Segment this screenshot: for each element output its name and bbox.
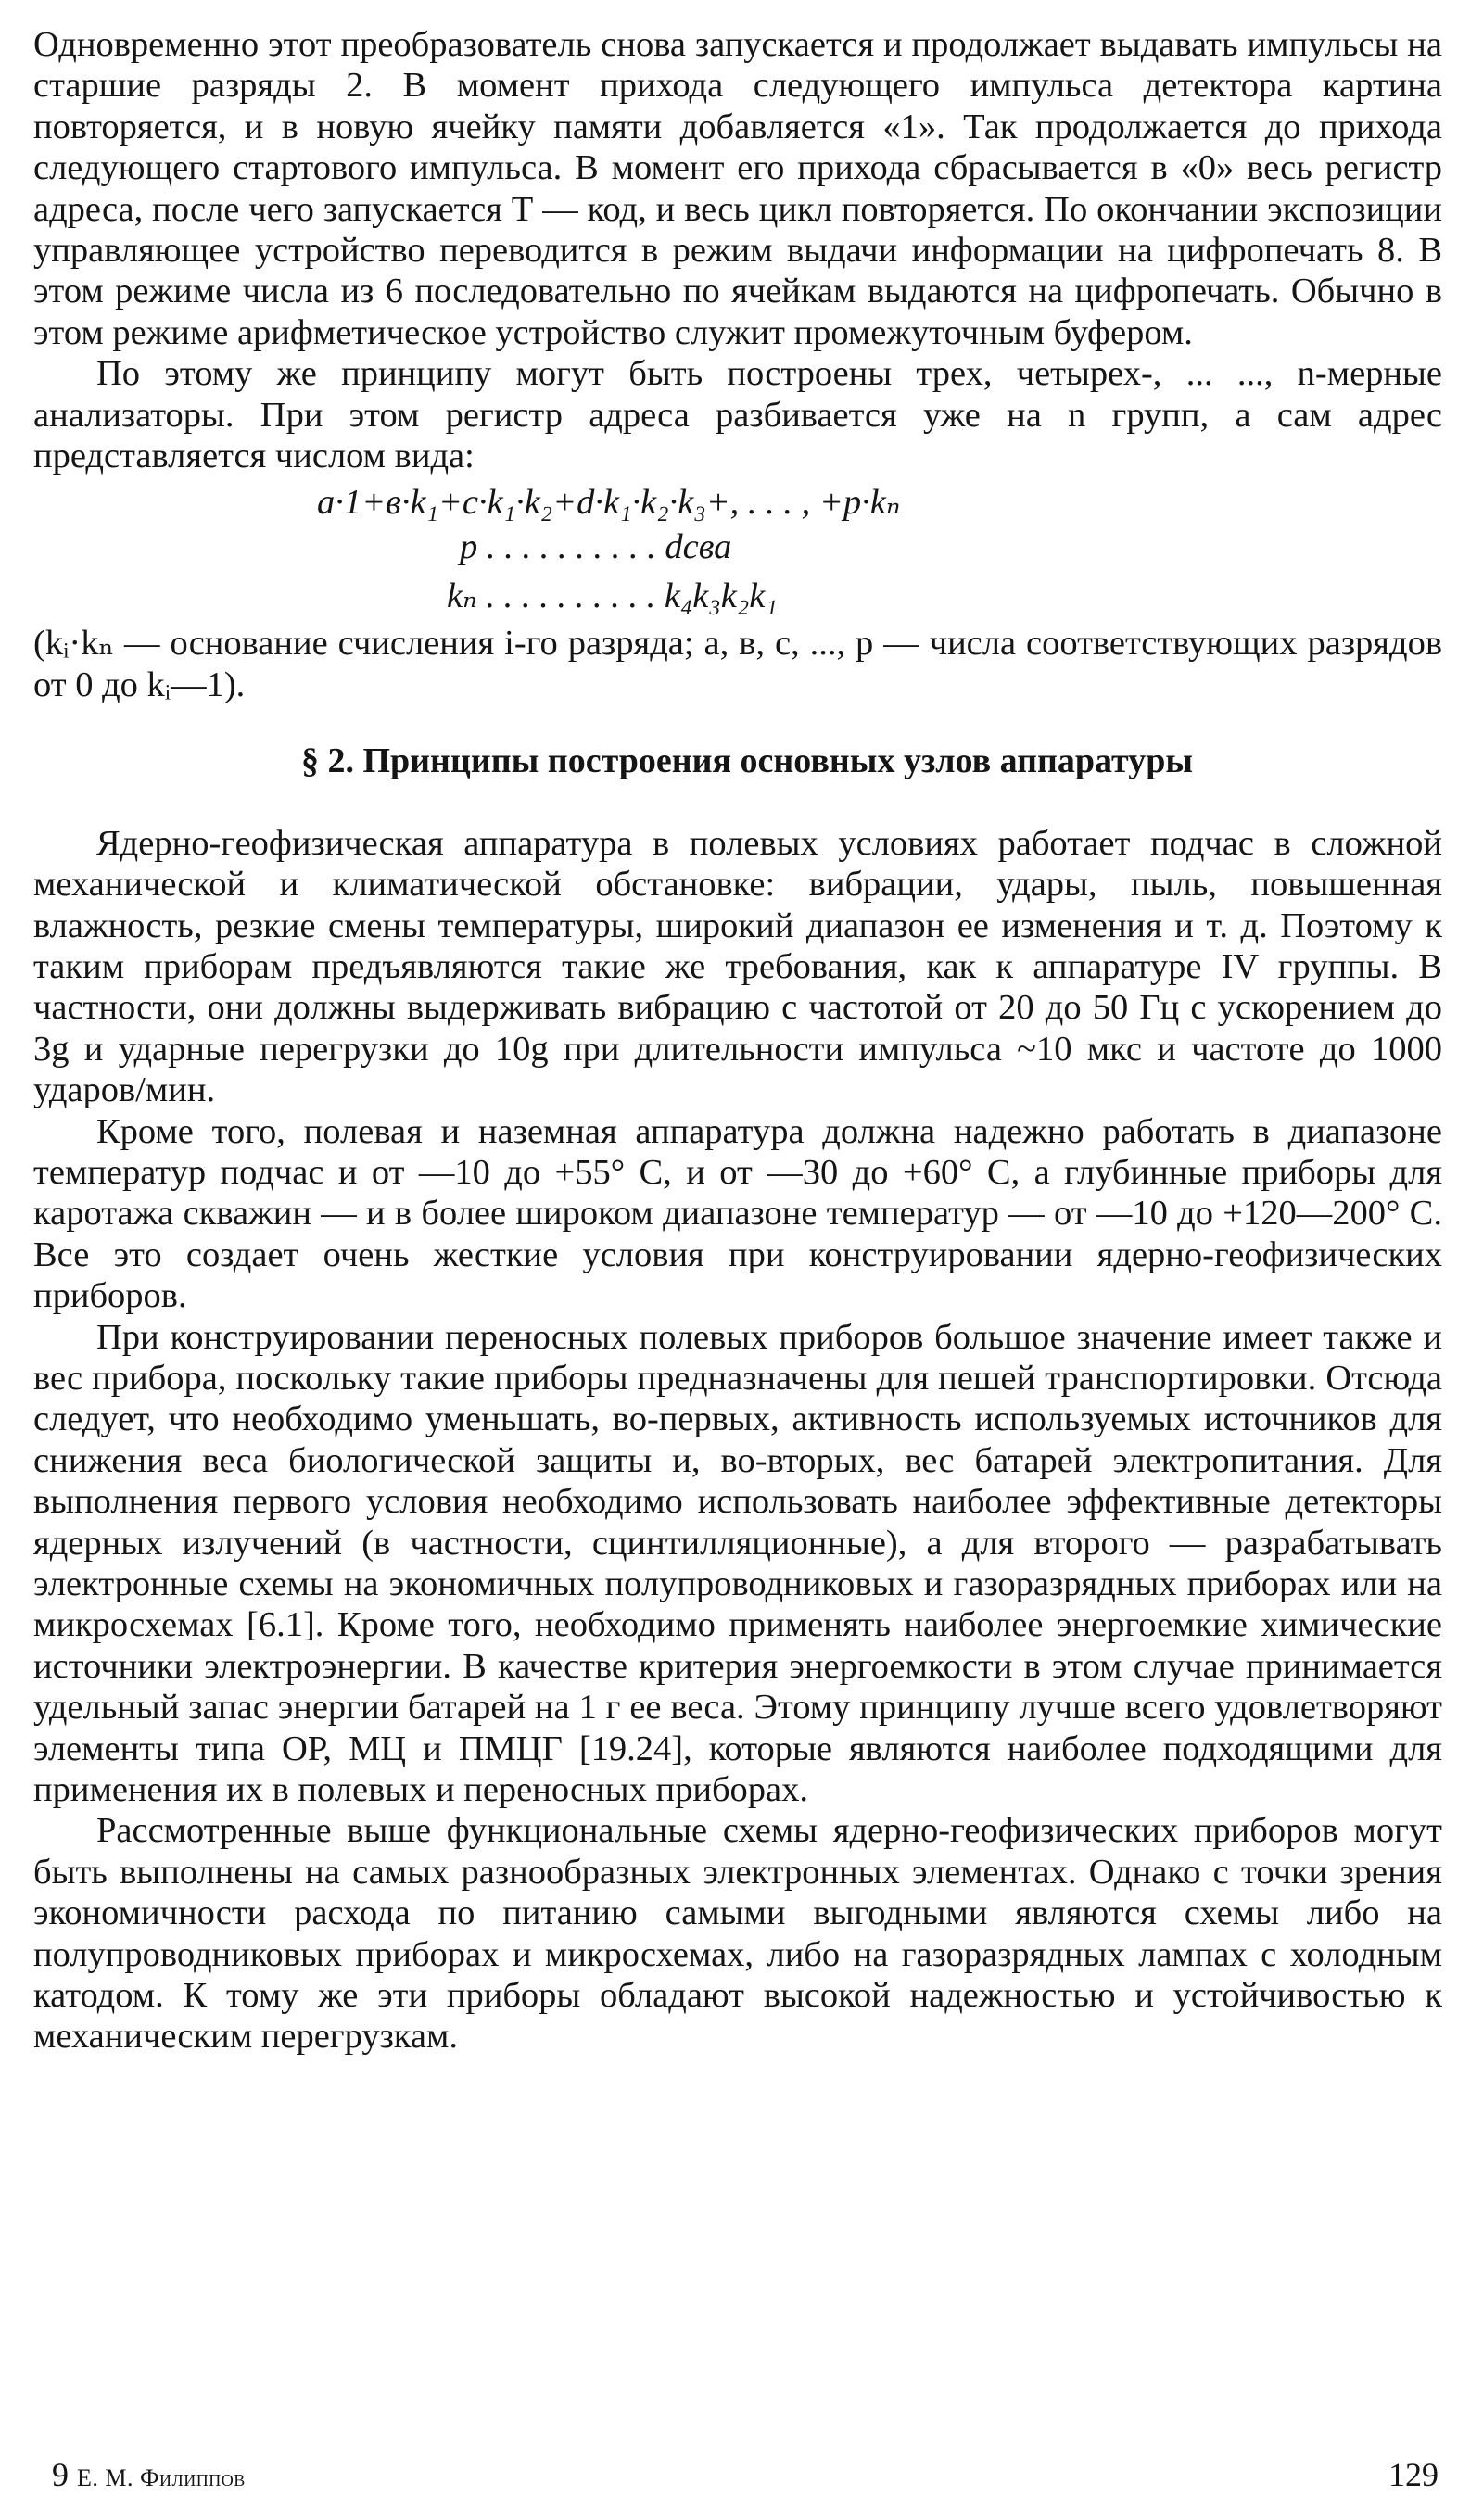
section-heading: § 2. Принципы построения основных узлов аппаратуры bbox=[300, 741, 1194, 781]
printer-signature bbox=[52, 2454, 246, 2499]
formula-row-3: kₙ . . . . . . . . . . k₄k₃k₂k₁ bbox=[447, 576, 778, 616]
paragraph-temperature-range: Кроме того, полевая и наземная аппаратура должна надежно работать в диапазоне температур подчас и от —10 до +55° С, и от —30 до +60° С, а глубинные приборы для каротажа скважин — и в более широком диапазоне температур — от —10 до +120—200° С. Все это создает очень жесткие условия при конструировании ядерно-геофизических приборов. bbox=[33, 1111, 1442, 1316]
paragraph-field-conditions: Ядерно-геофизическая аппаратура в полевых условиях работает подчас в сложной механической и климатической обстановке: вибрации, удары, пыль, повышенная влажность, резкие смены температуры, широкий диапазон ее изменения и т. д. Поэтому к таким приборам предъявляются такие же требования, как к аппаратуре IV группы. В частности, они должны выдерживать вибрацию с частотой от 20 до 50 Гц с ускорением до 3g и ударные перегрузки до 10g при длительности импульса ~10 мкс и частоте до 1000 ударов/мин. bbox=[33, 823, 1442, 1110]
page-number: 129 bbox=[1388, 2456, 1439, 2493]
book-page bbox=[33, 24, 1442, 2493]
paragraph-formula-legend: (kᵢ·kₙ — основание счисления i-го разряда; a, в, c, ..., p — числа соответствующих разрядов от 0 до kᵢ—1). bbox=[33, 624, 1442, 704]
paragraph-continuation: Одновременно этот преобразователь снова запускается и продолжает выдавать импульсы на старшие разряды 2. В момент прихода следующего импульса детектора картина повторяется, и в новую ячейку памяти добавляется «1». Так продолжается до прихода следующего стартового импульса. В момент его прихода сбрасывается в «0» весь регистр адреса, после чего запускается Т — код, и весь цикл повторяется. По окончании экспозиции управляющее устройство переводится в режим выдачи информации на цифропечать 8. В этом режиме числа из 6 последовательно по ячейкам выдаются на цифропечать. Обычно в этом режиме арифметическое устройство служит промежуточным буфером. bbox=[33, 25, 1442, 352]
paragraph-electronic-elements: Рассмотренные выше функциональные схемы ядерно-геофизических приборов могут быть выполнены на самых разнообразных электронных элементах. Однако с точки зрения экономичности расхода по питанию самыми выгодными являются схемы либо на полупроводниковых приборах и микросхемах, либо на газоразрядных лампах с холодным катодом. К тому же эти приборы обладают высокой надежностью и устойчивостью к механическим перегрузкам. bbox=[33, 1811, 1442, 2057]
paragraph-n-dimensional-analyzers: По этому же принципу могут быть построены трех, четырех-, ... ..., n-мерные анализаторы. При этом регистр адреса разбивается уже на n групп, а сам адрес представляется числом вида: bbox=[33, 354, 1442, 476]
page-footer bbox=[33, 2454, 1442, 2495]
address-formula bbox=[33, 480, 1442, 623]
formula-row-1: a·1+в·k₁+c·k₁·k₂+d·k₁·k₂·k₃+, . . . , +p·kₙ bbox=[317, 483, 901, 523]
signature-name: Е. М. Филиппов bbox=[77, 2464, 246, 2491]
formula-row-2: p . . . . . . . . . . dcва bbox=[460, 527, 732, 567]
paragraph-device-weight: При конструировании переносных полевых приборов большое значение имеет также и вес прибора, поскольку такие приборы предназначены для пешей транспортировки. Отсюда следует, что необходимо уменьшать, во-первых, активность используемых источников для снижения веса биологической защиты и, во-вторых, вес батарей электропитания. Для выполнения первого условия необходимо использовать наиболее эффективные детекторы ядерных излучений (в частности, сцинтилляционные), а для второго — разрабатывать электронные схемы на экономичных полупроводниковых и газоразрядных приборах или на микросхемах [6.1]. Кроме того, необходимо применять наиболее энергоемкие химические источники электроэнергии. В качестве критерия энергоемкости в этом случае принимается удельный запас энергии батарей на 1 г ее веса. Этому принципу лучше всего удовлетворяют элементы типа ОР, МЦ и ПМЦГ [19.24], которые являются наиболее подходящими для применения их в полевых и переносных приборах. bbox=[33, 1317, 1442, 1810]
signature-number: 9 bbox=[52, 2456, 69, 2493]
